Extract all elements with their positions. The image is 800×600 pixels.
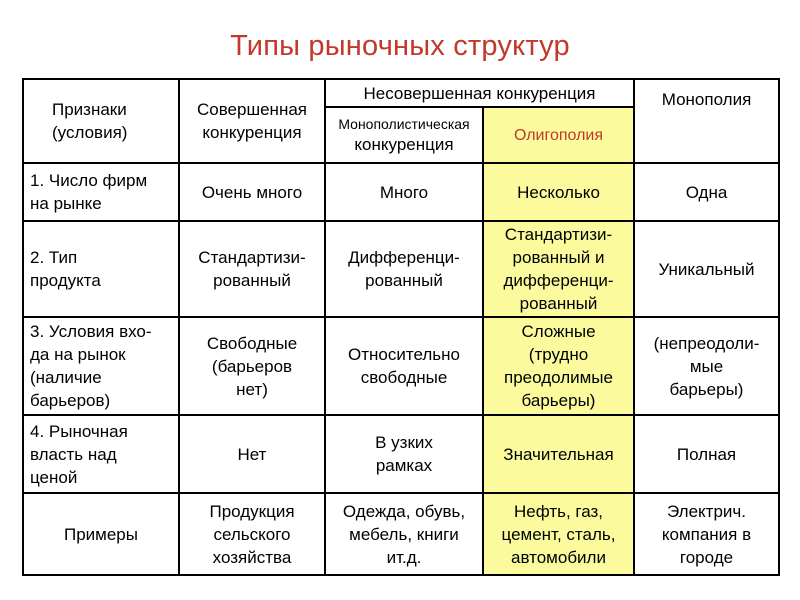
header-monopolistic-bottom: конкуренция xyxy=(354,134,454,154)
cell-line: рованный xyxy=(365,271,443,290)
cell-line: Свободные xyxy=(206,333,298,353)
table-row xyxy=(23,415,779,493)
cell-line: Сложные xyxy=(521,322,596,341)
cell-line: Полная xyxy=(676,444,737,464)
cell-monopolistic xyxy=(325,415,483,493)
cell-line: Стандартизи- xyxy=(504,225,613,244)
cell-oligopoly xyxy=(483,415,634,493)
market-structures-table xyxy=(22,78,780,576)
cell-line: ит.д. xyxy=(386,547,422,567)
cell-line: 4. Рыночная xyxy=(30,421,128,441)
cell-oligopoly xyxy=(483,221,634,317)
cell-line: преодолимые xyxy=(504,368,613,387)
cell-perfect xyxy=(179,163,325,221)
cell-line: барьеры) xyxy=(521,391,596,410)
cell-line: 2. Тип xyxy=(30,248,78,267)
header-perfect-line: конкуренция xyxy=(202,123,302,142)
cell-line: Нет xyxy=(237,444,267,464)
cell-line: рованный и xyxy=(512,248,605,267)
cell-line: хозяйства xyxy=(212,547,292,567)
cell-feature xyxy=(23,493,179,575)
cell-line: Электрич. xyxy=(667,501,746,521)
table-row xyxy=(23,221,779,317)
table-row xyxy=(23,317,779,415)
cell-perfect xyxy=(179,317,325,415)
cell-monopolistic xyxy=(325,163,483,221)
cell-line: свободные xyxy=(360,368,448,387)
header-features xyxy=(23,79,179,163)
cell-line: цемент, сталь, xyxy=(501,524,616,544)
cell-line: да на рынок xyxy=(30,345,126,364)
cell-line: Одежда, обувь, xyxy=(342,501,466,521)
cell-line: компания в xyxy=(661,524,752,544)
cell-line: власть над xyxy=(30,444,117,464)
cell-line: барьеров) xyxy=(30,391,111,410)
cell-line: Примеры xyxy=(64,524,138,544)
cell-monopoly xyxy=(634,493,779,575)
cell-line: продукта xyxy=(30,271,101,290)
cell-line: ценой xyxy=(30,467,78,487)
cell-line: Уникальный xyxy=(658,259,755,279)
cell-monopolistic xyxy=(325,221,483,317)
cell-line: (барьеров xyxy=(211,356,293,376)
cell-line: городе xyxy=(679,547,734,567)
cell-line: 1. Число фирм xyxy=(30,171,148,190)
cell-line: Значительная xyxy=(503,444,614,464)
cell-feature xyxy=(23,317,179,415)
header-features-line: (условия) xyxy=(52,123,128,142)
cell-feature xyxy=(23,415,179,493)
cell-line: Очень много xyxy=(201,182,303,202)
cell-monopoly xyxy=(634,221,779,317)
header-monopoly: Монополия xyxy=(634,79,779,163)
cell-line: 3. Условия вхо- xyxy=(30,322,152,341)
page-title: Типы рыночных структур xyxy=(230,30,570,62)
cell-line: Одна xyxy=(685,182,728,202)
cell-line: (наличие xyxy=(30,368,102,387)
cell-perfect xyxy=(179,221,325,317)
cell-line: Много xyxy=(379,182,429,202)
cell-oligopoly xyxy=(483,317,634,415)
cell-line: Стандартизи- xyxy=(198,248,306,267)
cell-line: Дифференци- xyxy=(348,248,460,267)
table-row xyxy=(23,163,779,221)
cell-line: Относительно xyxy=(348,345,460,364)
header-features-line: Признаки xyxy=(52,100,127,119)
cell-line: Нефть, газ, xyxy=(513,501,604,521)
cell-line: дифференци- xyxy=(503,271,614,290)
cell-line: В узких xyxy=(375,433,433,452)
cell-line: нет) xyxy=(236,379,268,399)
cell-line: барьеры) xyxy=(669,379,744,399)
cell-feature xyxy=(23,163,179,221)
cell-line: сельского xyxy=(213,524,291,544)
cell-line: рамках xyxy=(375,456,433,475)
header-perfect-line: Совершенная xyxy=(196,100,307,119)
cell-line: мебель, книги xyxy=(349,524,459,544)
cell-line: (непреодоли- xyxy=(653,333,760,353)
header-monopolistic-top: Монополистическая xyxy=(338,115,470,132)
cell-line: рованный xyxy=(519,294,598,313)
header-perfect xyxy=(179,79,325,163)
header-monopolistic xyxy=(325,107,483,163)
cell-monopolistic xyxy=(325,317,483,415)
header-imperfect: Несовершенная конкуренция xyxy=(325,79,634,107)
cell-line: (трудно xyxy=(528,345,589,364)
header-oligopoly-label: Олигополия xyxy=(513,127,604,144)
cell-perfect xyxy=(179,415,325,493)
cell-oligopoly xyxy=(483,493,634,575)
cell-line: рованный xyxy=(213,271,291,290)
cell-perfect xyxy=(179,493,325,575)
cell-monopolistic xyxy=(325,493,483,575)
cell-monopoly xyxy=(634,415,779,493)
cell-monopoly xyxy=(634,317,779,415)
cell-line: мые xyxy=(689,356,724,376)
cell-feature xyxy=(23,221,179,317)
cell-line: Продукция xyxy=(209,501,295,521)
cell-oligopoly xyxy=(483,163,634,221)
cell-line: на рынке xyxy=(30,194,102,213)
cell-line: Несколько xyxy=(517,182,600,202)
table-row xyxy=(23,493,779,575)
cell-monopoly xyxy=(634,163,779,221)
cell-line: автомобили xyxy=(511,547,606,567)
header-oligopoly xyxy=(483,107,634,163)
